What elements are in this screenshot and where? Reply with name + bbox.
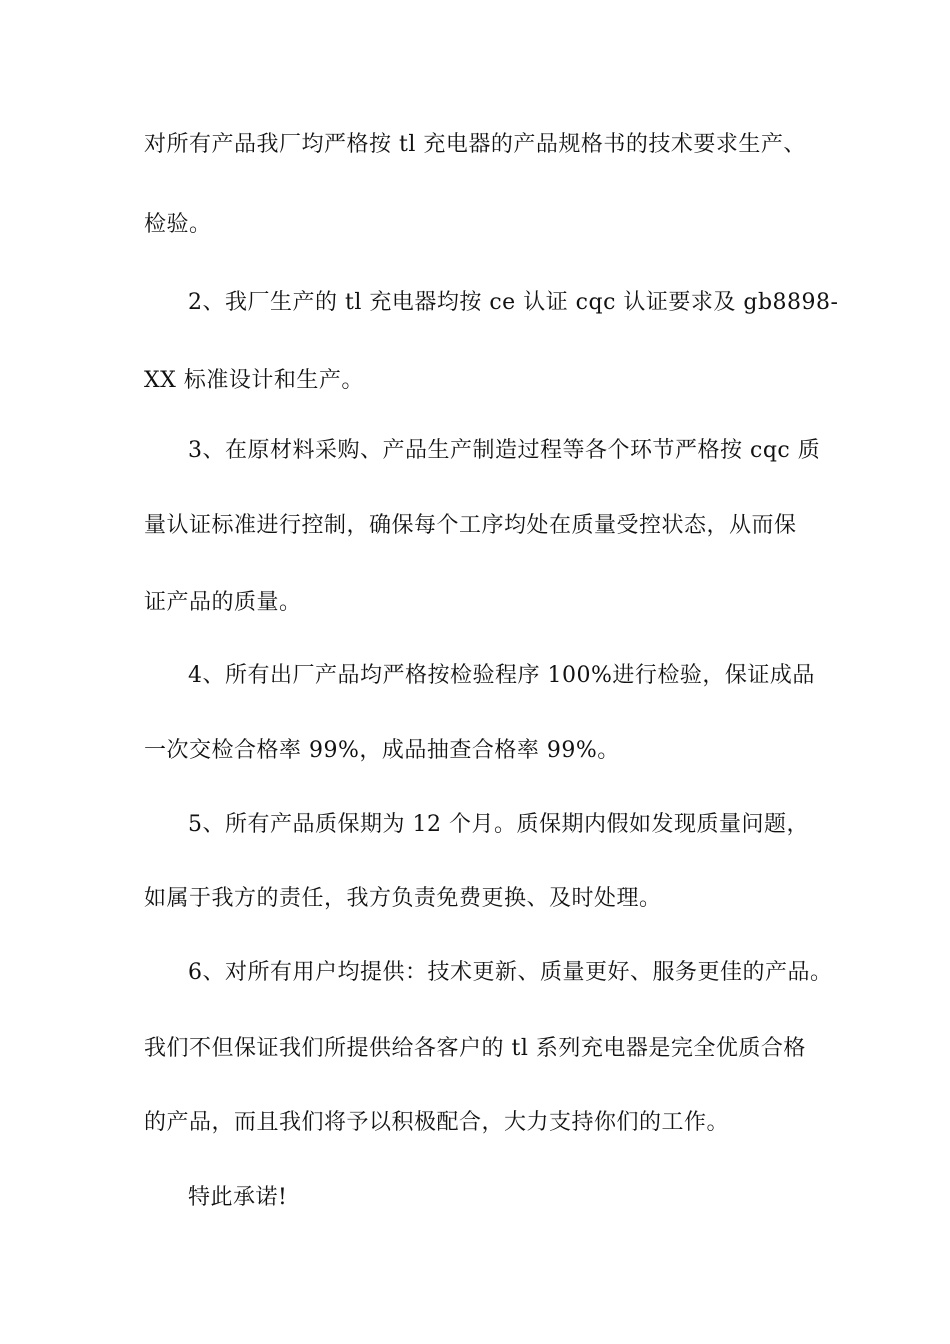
text-line: 一次交检合格率 99%，成品抽查合格率 99%。	[144, 738, 620, 763]
text-line: 的产品，而且我们将予以积极配合，大力支持你们的工作。	[144, 1110, 730, 1135]
text-line: 证产品的质量。	[144, 590, 302, 615]
text-line: 我们不但保证我们所提供给各客户的 tl 系列充电器是完全优质合格	[144, 1036, 806, 1061]
text-line: 6、对所有用户均提供：技术更新、质量更好、服务更佳的产品。	[188, 960, 833, 985]
text-line: 4、所有出厂产品均严格按检验程序 100%进行检验，保证成品	[188, 663, 815, 688]
text-line: 量认证标准进行控制，确保每个工序均处在质量受控状态，从而保	[144, 513, 797, 538]
text-line: 对所有产品我厂均严格按 tl 充电器的产品规格书的技术要求生产、	[144, 132, 806, 157]
text-line: 如属于我方的责任，我方负责免费更换、及时处理。	[144, 886, 662, 911]
text-line: 2、我厂生产的 tl 充电器均按 ce 认证 cqc 认证要求及 gb8898-	[188, 290, 839, 315]
text-line: 检验。	[144, 212, 212, 237]
closing-line: 特此承诺!	[188, 1185, 288, 1210]
text-line: 3、在原材料采购、产品生产制造过程等各个环节严格按 cqc 质	[188, 438, 821, 463]
text-line: XX 标准设计和生产。	[144, 368, 364, 393]
text-line: 5、所有产品质保期为 12 个月。质保期内假如发现质量问题，	[188, 812, 809, 837]
